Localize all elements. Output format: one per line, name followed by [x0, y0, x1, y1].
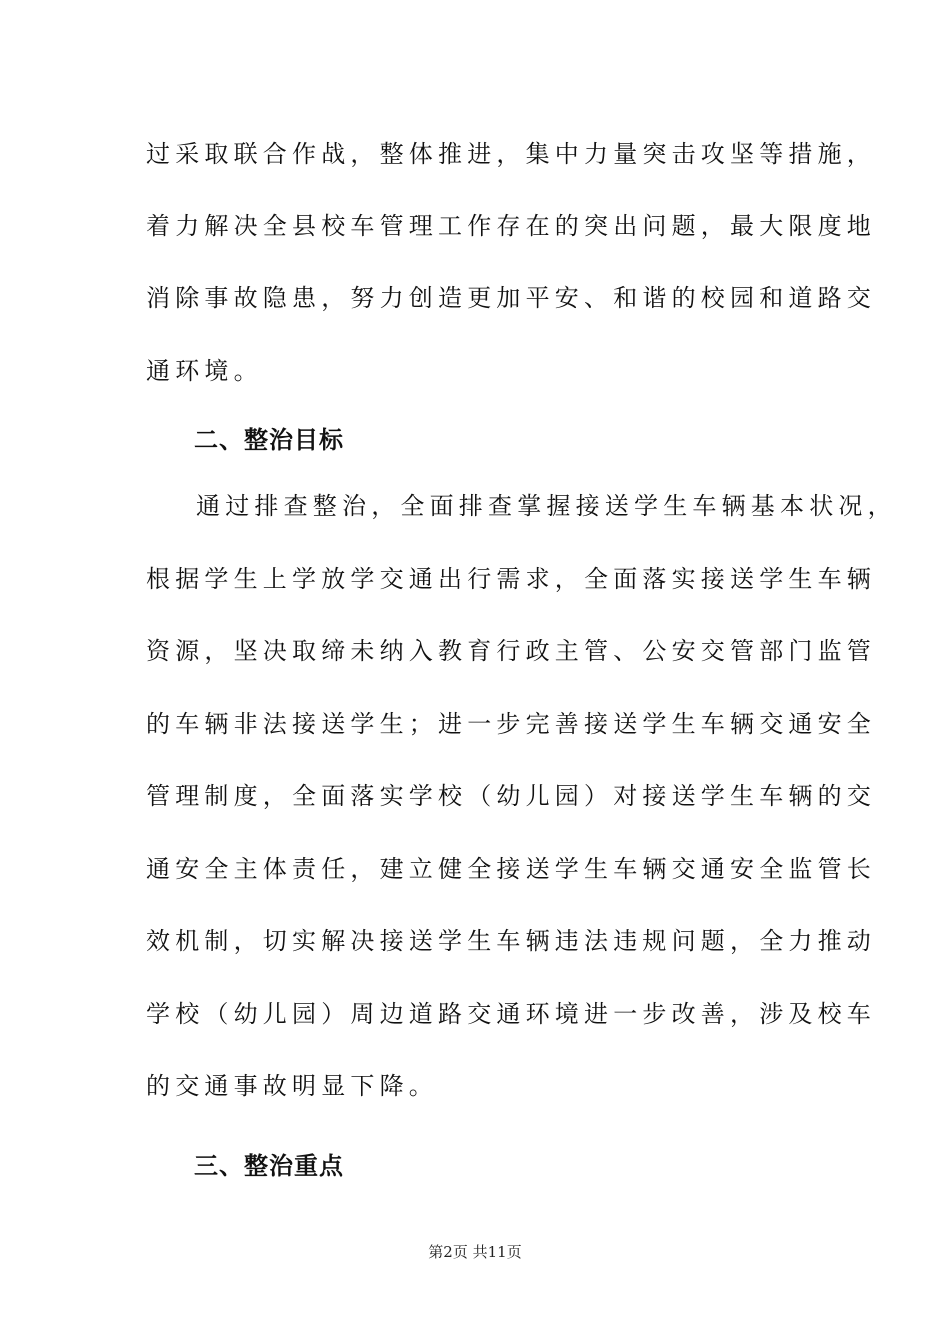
body-line: 根据学生上学放学交通出行需求，全面落实接送学生车辆 [146, 565, 876, 593]
body-line: 通安全主体责任，建立健全接送学生车辆交通安全监管长 [146, 855, 876, 883]
page-number-footer: 第2页 共11页 [428, 1243, 522, 1261]
body-line: 通过排查整治，全面排查掌握接送学生车辆基本状况， [196, 492, 897, 520]
body-line: 消除事故隐患，努力创造更加平安、和谐的校园和道路交 [146, 284, 876, 312]
body-line: 过采取联合作战，整体推进，集中力量突击攻坚等措施， [146, 140, 876, 168]
section-heading-goals: 二、整治目标 [194, 426, 344, 454]
body-line: 通环境。 [146, 357, 263, 385]
body-line: 学校（幼儿园）周边道路交通环境进一步改善，涉及校车 [146, 1000, 876, 1028]
body-line: 管理制度，全面落实学校（幼儿园）对接送学生车辆的交 [146, 782, 876, 810]
body-line: 的车辆非法接送学生；进一步完善接送学生车辆交通安全 [146, 710, 876, 738]
body-line: 效机制，切实解决接送学生车辆违法违规问题，全力推动 [146, 927, 876, 955]
body-line: 着力解决全县校车管理工作存在的突出问题，最大限度地 [146, 212, 876, 240]
body-line: 资源，坚决取缔未纳入教育行政主管、公安交管部门监管 [146, 637, 876, 665]
body-line: 的交通事故明显下降。 [146, 1072, 438, 1100]
section-heading-focus: 三、整治重点 [194, 1152, 344, 1180]
